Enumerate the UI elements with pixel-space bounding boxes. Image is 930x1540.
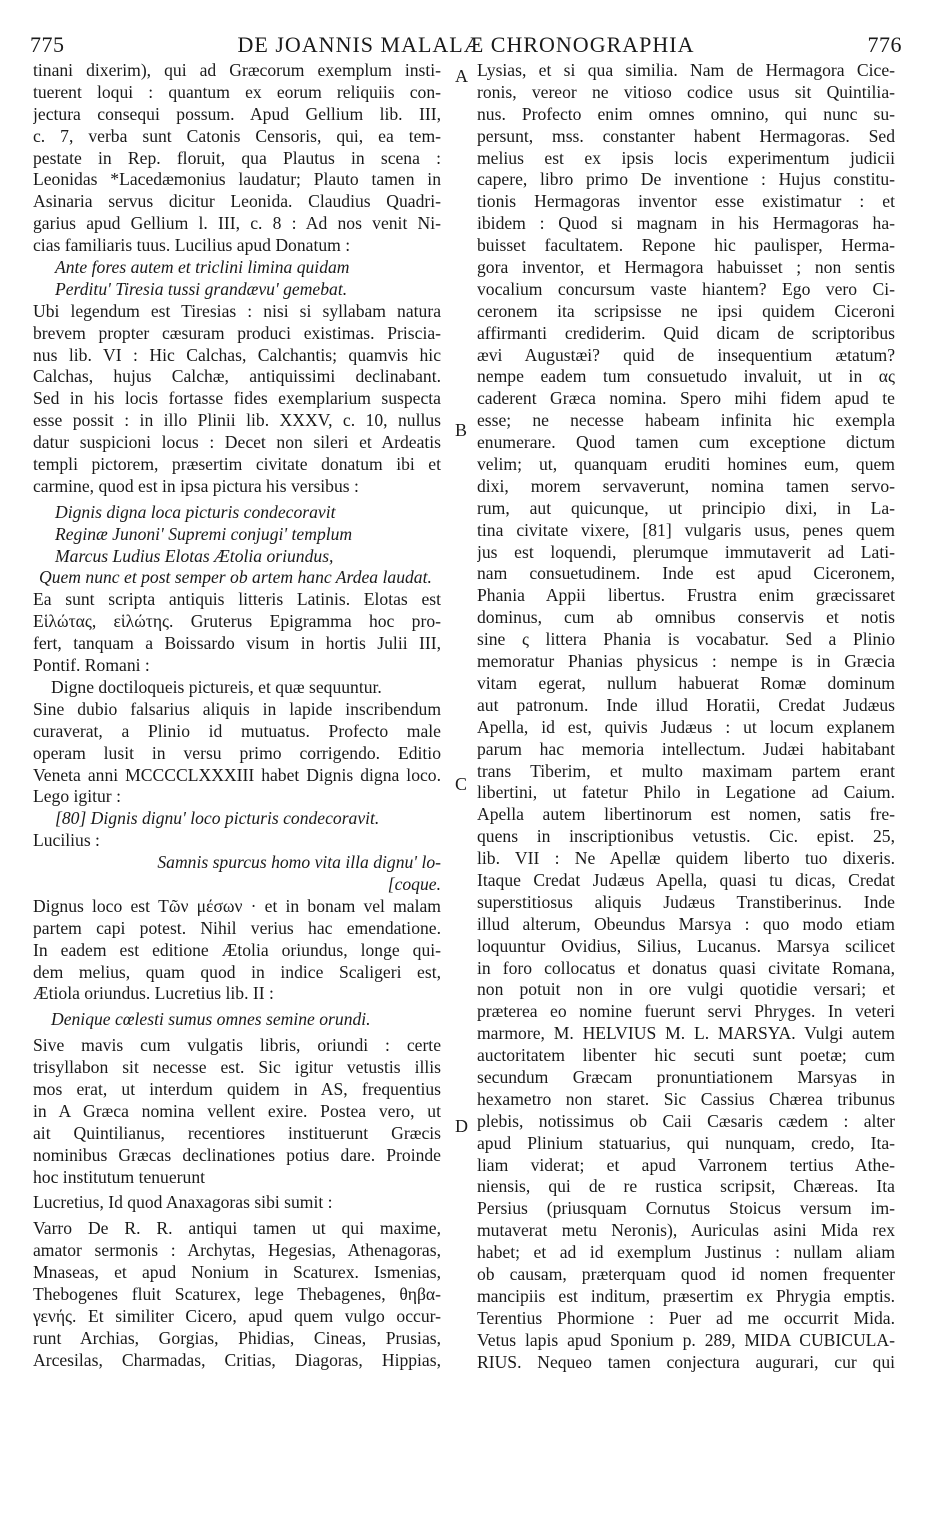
text-line: pestate in Rep. floruit, qua Plautus in scena : — [33, 147, 441, 168]
text-line: hoc institutum tenuerunt — [33, 1166, 206, 1187]
text-line: nempe eadem tum consuetudo invaluit, ut in ας — [477, 366, 895, 387]
text-line: capere, libro primo De inventione : Hujus constitu- — [477, 169, 895, 190]
text-line: vitam egerat, nullum habuerat Romæ dominum — [477, 672, 895, 693]
text-line: Calchas, hujus Calchæ, antiquissimi declinabant. — [33, 366, 441, 387]
text-line: Sive mavis cum vulgatis libris, oriundi : certe — [33, 1035, 441, 1056]
text-line: illud alterum, Obeundus Marsya : quo modo etiam — [477, 913, 895, 934]
text-line: habet; et ad id exemplum Justinus : nullam aliam — [477, 1242, 895, 1263]
text-line: nominibus Græcas declinationes potius dare. Proinde — [33, 1144, 441, 1165]
text-line: persunt, mss. constanter habent Hermagoras. Sed — [477, 125, 895, 146]
text-line: Sine dubio falsarius aliquis in lapide inscribendum — [33, 698, 441, 719]
text-line: esse possit : in illo Plinii lib. XXXV, c. 10, nullus — [33, 410, 441, 431]
text-line: libertini, ut fatetur Philo in Legatione ad Caium. — [477, 782, 895, 803]
text-line: rum, aut quicunque, ut principio dixi, in La- — [477, 497, 895, 518]
text-line: lib. VII : Ne Apellæ quidem liberto tuo dixeris. — [477, 848, 895, 869]
running-title: DE JOANNIS MALALÆ CHRONOGRAPHIA — [237, 32, 695, 57]
text-line: loquuntur Ovidius, Silius, Lucanus. Marsya scilicet — [477, 935, 895, 956]
text-line: curaverat, a Plinio id mutuatus. Profecto male — [33, 720, 441, 741]
text-line: Pontif. Romani : — [33, 655, 150, 676]
text-line: jus est loquendi, plerumque immutaverit ad Lati- — [477, 541, 895, 562]
text-line: Ea sunt scripta antiquis litteris Latinis. Elotas est — [33, 589, 441, 610]
margin-letter-b: B — [455, 420, 468, 440]
text-line: ronis, vereor ne vitioso codice usus sit Quintilia- — [477, 81, 895, 102]
text-line: gora inventor, et Hermagora habuisset ; non sentis — [477, 257, 895, 278]
text-line: melius est ex ipsis locis experimentum judicii — [477, 147, 895, 168]
text-line: præterea eo nomine fuerunt servi Phryges. In veteri — [477, 1001, 895, 1022]
text-line: γενής. Et similiter Cicero, apud quem vulgo occur- — [33, 1305, 441, 1326]
text-line: garius apud Gellium l. III, c. 8 : Ad nos venit Ni- — [33, 213, 441, 234]
text-line: Veneta anni MCCCCLXXXIII habet Dignis digna loco. — [33, 764, 441, 785]
text-line: Ubi legendum est Tiresias : nisi si syllabam natura — [33, 300, 441, 321]
verse-line: Dignis digna loca picturis condecoravit — [55, 501, 336, 522]
text-line: nam consuetudinem. Inde est apud Ciceronem, — [477, 563, 895, 584]
text-line: Persius (priusquam Cornutus Stoicus versum im- — [477, 1198, 895, 1219]
text-line: buisset facultatem. Repone hic paulisper, Herma- — [477, 235, 895, 256]
text-line: Ætiola oriundus. Lucretius lib. II : — [33, 983, 274, 1004]
text-line: tina civitate vixere, [81] vulgaris usus, penes quem — [477, 519, 895, 540]
text-line: Phania Appii libertus. Frustra enim græcissaret — [477, 585, 895, 606]
text-line: In eadem est editione Ætolia oriundus, longe qui- — [33, 939, 441, 960]
text-line: ob causam, præterquam quod id nomen frequenter — [477, 1263, 895, 1284]
text-line: Sed in his locis fortasse fides exemplarium suspecta — [33, 388, 441, 409]
text-line: Lysias, et si qua similia. Nam de Hermagora Cice- — [477, 60, 895, 80]
text-line: quens in inscriptionibus vetustis. Cic. epist. 25, — [477, 826, 895, 847]
verse-line: [80] Dignis dignu' loco picturis condecoravit. — [55, 808, 380, 829]
text-line: nus lib. VI : Hic Calchas, Calchantis; quamvis hic — [33, 344, 441, 365]
text-line: Εἱλώτας, εἱλώτης. Gruterus Epigramma hoc pro- — [33, 611, 441, 632]
verse-line: [coque. — [387, 873, 441, 894]
text-line: brevem propter cæsuram produci existimas. Priscia- — [33, 322, 441, 343]
running-header — [30, 32, 902, 60]
text-line: enumerare. Quod tamen cum exceptione dictum — [477, 432, 895, 453]
text-line: jectura consequi possum. Apud Gellium lib. III, — [33, 103, 441, 124]
text-line: fert, tanquam a Boissardo visum in hortis Julii III, — [33, 633, 441, 654]
text-line: Arcesilas, Charmadas, Critias, Diagoras, Hippias, — [33, 1349, 441, 1370]
margin-letter-c: C — [455, 774, 468, 794]
text-line: marmore, M. HELVIUS M. L. MARSYA. Vulgi autem — [477, 1023, 895, 1044]
text-line: tionis Hermagoras inventor esse existimatur : et — [477, 191, 895, 212]
text-line: Apella, id est, quivis Judæus : ut locum explanem — [477, 716, 895, 737]
text-line: caderent Græca nomina. Spero mihi fidem apud te — [477, 388, 895, 409]
margin-letter-a: A — [455, 66, 468, 86]
text-line: aut patronum. Inde illud Horatii, Credat Judæus — [477, 694, 895, 715]
text-line: esse; ne necesse habeam infinita hic exempla — [477, 410, 895, 431]
text-line: mutaverat metu Neronis), Auriculas asini Mida rex — [477, 1220, 895, 1241]
text-line: affirmanti crediderim. Quid dicam de scriptoribus — [477, 322, 895, 343]
text-line: superstitiosus aliquis Judæus Transtiberinus. Inde — [477, 891, 895, 912]
text-line: Digne doctiloqueis pictureis, et quæ sequuntur. — [51, 676, 382, 697]
left-column — [33, 60, 441, 1372]
text-line: plebis, notissimus ob Caii Cæsaris cædem : alter — [477, 1110, 895, 1131]
verse-line: Samnis spurcus homo vita illa dignu' lo- — [157, 852, 441, 873]
text-line: ævi Augustæi? quid de insequentium ætatum? — [477, 344, 895, 365]
text-line: non potuit non in ore vulgi quotidie versari; et — [477, 979, 895, 1000]
page-number-left: 775 — [30, 32, 65, 57]
text-line: apud Plinium statuarius, qui nunquam, credo, Ita- — [477, 1132, 895, 1153]
text-line: hexametro non staret. Sic Cassius Chærea tribunus — [477, 1088, 895, 1109]
text-line: Dignus loco est Τῶν μέσων · et in bonam vel malam — [33, 895, 441, 916]
text-line: carmine, quod est in ipsa pictura his versibus : — [33, 475, 359, 496]
text-line: nus. Profecto enim omnes omnino, qui nunc su- — [477, 103, 895, 124]
text-line: niensis, qui de re rustica scripsit, Chæreas. Ita — [477, 1176, 895, 1197]
text-line: mancipiis est inditum, præsertim ex Phrygia emptis. — [477, 1285, 895, 1306]
text-line: trans Tiberim, et multo maximam partem erant — [477, 760, 895, 781]
text-line: Terentius Phormione : Puer ad me occurrit Mida. — [477, 1307, 895, 1328]
text-line: operam lusit in versu primo corrigendo. Editio — [33, 742, 441, 763]
text-line: Vetus lapis apud Sponium p. 289, MIDA CUBICULA- — [477, 1329, 895, 1350]
verse-line: Reginæ Junoni' Supremi conjugi' templum — [55, 523, 353, 544]
text-line: Leonidas *Lacedæmonius laudatur; Plauto tamen in — [33, 169, 441, 190]
text-line: vocalium concursum vaste hiantem? Ego vero Ci- — [477, 278, 895, 299]
margin-letter-d: D — [455, 1116, 468, 1136]
text-line: velim; ut, quanquam eruditi homines eum, quem — [477, 454, 895, 475]
text-line: c. 7, verba sunt Catonis Censoris, qui, ea tem- — [33, 125, 441, 146]
verse-line: Marcus Ludius Elotas Ætolia oriundus, — [55, 545, 334, 566]
text-line: ibidem : Quod si magnam in his Hermagoras ha- — [477, 213, 895, 234]
text-line: Apella autem libertinorum est nomen, satis fre- — [477, 804, 895, 825]
text-line: templi pictorem, præsertim civitate donatum ibi et — [33, 454, 441, 475]
text-line: in foro collocatus et donatus quasi civitate Romana, — [477, 957, 895, 978]
text-line: cias familiaris tuus. Lucilius apud Donatum : — [33, 235, 351, 256]
text-line: Thebogenes fluit Scaturex, lege Thebagenes, θηβα- — [33, 1283, 441, 1304]
text-line: trisyllabon sit necesse est. Sic igitur vetustis illis — [33, 1057, 441, 1078]
text-line: sine ς littera Phania is vocabatur. Sed a Plinio — [477, 629, 895, 650]
verse-line: Quem nunc et post semper ob artem hanc Ardea laudat. — [39, 567, 432, 588]
text-line: secundum Græcam pronuntiationem Marsyas in — [477, 1066, 895, 1087]
verse-line: Ante fores autem et triclini limina quidam — [55, 257, 350, 278]
text-line: datur suspicioni locus : Decet non sileri et Ardeatis — [33, 432, 441, 453]
page-number-right: 776 — [867, 32, 902, 57]
text-line: parum hac memoria intellectum. Judæi habitabant — [477, 738, 895, 759]
text-line: Itaque Credat Judæus Apella, quasi tu dicas, Credat — [477, 869, 895, 890]
text-line: dixi, morem servaverunt, nomina tamen servo- — [477, 475, 895, 496]
text-line: Lucilius : — [33, 830, 100, 851]
right-column — [477, 60, 895, 1373]
text-line: Lego igitur : — [33, 786, 121, 807]
text-line: auctoritatem libenter hic secuti sunt poetæ; cum — [477, 1045, 895, 1066]
text-line: in A Græca nomina vellent exire. Postea vero, ut — [33, 1100, 441, 1121]
text-line: tinani dixerim), qui ad Græcorum exemplum insti- — [33, 60, 441, 80]
text-line: memoratur Phanias physicus : nempe is in Græcia — [477, 651, 895, 672]
text-line: Lucretius, Id quod Anaxagoras sibi sumit : — [33, 1192, 333, 1213]
text-line: tuerent loqui : quantum ex eorum reliquiis con- — [33, 81, 441, 102]
text-line: Mnaseas, et apud Nonium in Scaturex. Ismenias, — [33, 1262, 441, 1283]
verse-line: Denique cœlesti sumus omnes semine orundi. — [51, 1009, 371, 1030]
text-line: liam viderat; et apud Varronem tertius Athe- — [477, 1154, 895, 1175]
text-line: partem capi potest. Nihil verius hac emendatione. — [33, 917, 441, 938]
text-line: ceronem ita scripsisse ne ipsi quidem Ciceroni — [477, 300, 895, 321]
text-line: dominus, cum ab omnibus conservis et notis — [477, 607, 895, 628]
text-line: dem melius, quam quod in indice Scaligeri est, — [33, 961, 441, 982]
text-line: ait Quintilianus, recentiores instituerunt Græcis — [33, 1122, 441, 1143]
text-line: RIUS. Nequeo tamen conjectura augurari, cur qui — [477, 1351, 895, 1372]
verse-line: Perditu' Tiresia tussi grandævu' gemebat. — [55, 278, 348, 299]
text-line: amator sermonis : Archytas, Hegesias, Athenagoras, — [33, 1240, 441, 1261]
text-line: mos erat, ut interdum quidem in AS, frequentius — [33, 1078, 441, 1099]
text-line: Varro De R. R. antiqui tamen ut qui maxime, — [33, 1218, 441, 1239]
text-line: runt Archias, Gorgias, Phidias, Cineas, Prusias, — [33, 1327, 441, 1348]
text-line: Asinaria servus dicitur Leonida. Claudius Quadri- — [33, 191, 441, 212]
